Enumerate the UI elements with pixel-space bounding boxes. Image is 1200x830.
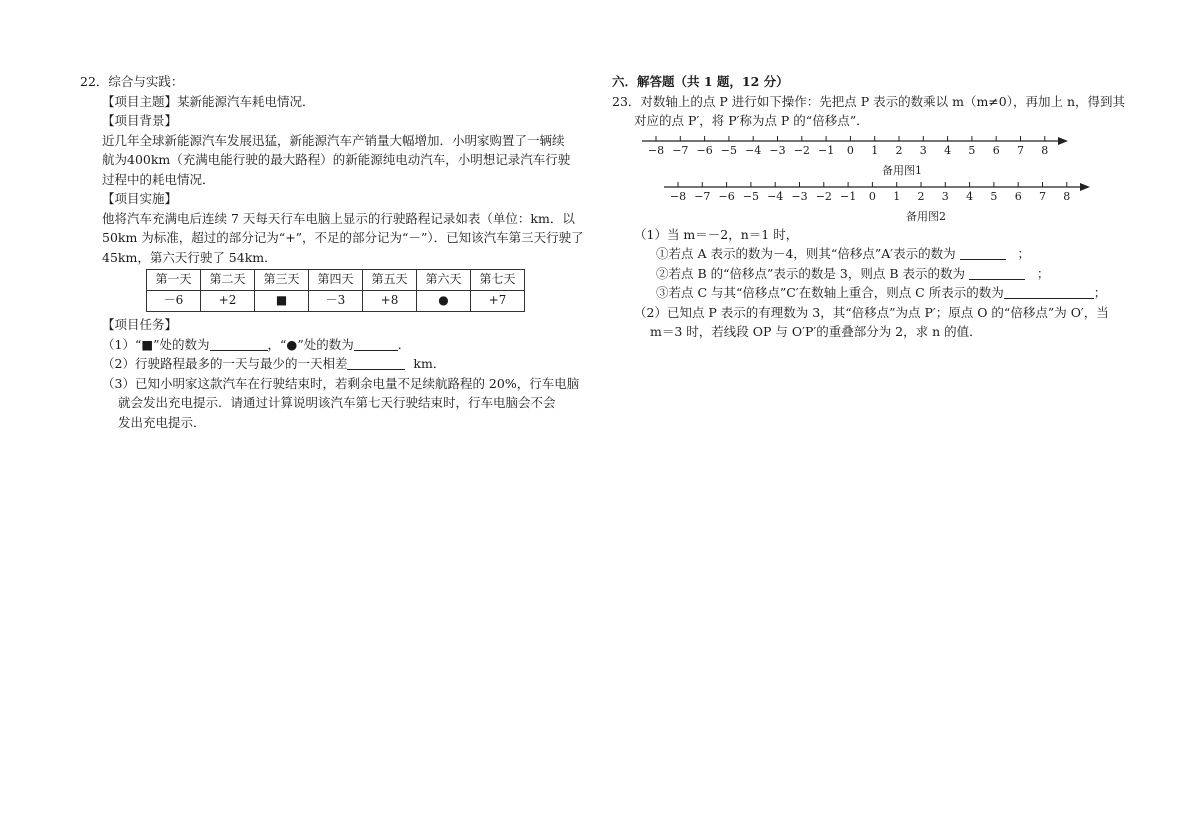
axis-tick-label: 7 [1017,143,1024,157]
task-1-text-c: ． [397,336,411,352]
answer-blank-a-prime[interactable] [960,246,1006,260]
q23-part1-i [612,244,1132,264]
q23-part2-line1: （2）已知点 P 表示的有理数为 3，其“倍移点”为点 P′；原点 O 的“倍移点”为 O′，当 [634,304,1109,320]
mileage-record-table [146,269,525,312]
fig1-caption: 备用图1 [882,163,922,177]
axis-tick-label: −2 [793,143,810,157]
axis-tick-label: −6 [696,143,713,157]
axis-tick-label: −4 [745,143,762,157]
answer-blank-difference[interactable] [347,356,405,370]
axis-tick-label: −5 [742,189,760,203]
axis-tick-label: 0 [846,143,854,157]
q23-line1: 23．对数轴上的点 P 进行如下操作：先把点 P 表示的数乘以 m（m≠0），再加上 n，得到其 [612,93,1126,109]
axis-tick-label: 8 [1041,143,1049,157]
axis-tick-label: −3 [791,189,808,203]
table-header-cell: 第三天 [255,270,309,291]
axis-tick-label: 0 [868,189,876,203]
q23-line2: 对应的点 P′，将 P′称为点 P 的“倍移点”． [634,113,869,128]
q22-impl-line2: 50km 为标准，超过的部分记为“+”，不足的部分记为“－”）．已知该汽车第三天行驶了 [102,230,584,245]
q22-topic-label: 【项目主题】 [102,93,178,109]
fig2-caption: 备用图2 [906,209,946,223]
table-cell: －6 [147,291,201,312]
part1-ii-end: ； [1036,265,1050,281]
q22-bg-line2: 航为400km（充满电能行驶的最大路程）的新能源纯电动汽车，小明想记录汽车行驶 [102,152,571,167]
q22-task-3-line1: （3）已知小明家这款汽车在行驶结束时，若剩余电量不足续航路程的 20%，行车电脑 [102,375,580,391]
axis-tick-label: 1 [893,189,901,203]
axis-arrow [1080,183,1090,191]
q23-part1-head: （1）当 m＝－2，n＝1 时， [634,226,799,242]
table-header-cell: 第五天 [363,270,417,291]
q22-impl-line1: 他将汽车充满电后连续 7 天每天行车电脑上显示的行驶路程记录如表（单位：km．以 [102,210,575,226]
question-23 [612,72,1132,342]
question-22 [80,72,590,432]
answer-blank-dot[interactable] [354,337,398,351]
section-6-heading: 六．解答题（共 1 题，12 分） [612,74,789,89]
q22-task-3-line3: 发出充电提示． [118,414,206,430]
part1-i-end: ； [1017,246,1030,261]
axis-tick-label: 1 [871,143,879,157]
q22-task-3-line2: 就会发出充电提示．请通过计算说明该汽车第七天行驶结束时，行车电脑会不会 [118,395,556,410]
answer-blank-b[interactable] [969,266,1025,280]
axis-tick-label: 7 [1039,189,1046,203]
axis-tick-label: 2 [917,189,925,203]
number-line-1-svg [612,131,1132,177]
table-cell: ● [417,291,471,312]
axis-tick-label: 4 [944,143,952,157]
table-header-cell: 第六天 [417,270,471,291]
table-header-cell: 第一天 [147,270,201,291]
number-line-2-svg [612,177,1132,223]
answer-blank-c[interactable] [1004,285,1094,299]
number-line-fig1 [612,131,1132,177]
q22-impl-label: 【项目实施】 [102,191,178,206]
part1-iii-text: ③若点 C 与其“倍移点”C′在数轴上重合，则点 C 所表示的数为 [656,285,1004,300]
q22-task-2 [80,354,590,374]
part1-i-text: ①若点 A 表示的数为－4，则其“倍移点”A′表示的数为 [656,246,956,261]
table-cell: ■ [255,291,309,312]
axis-tick-label: −7 [694,189,711,203]
axis-tick-label: −6 [718,189,735,203]
axis-tick-label: 5 [990,189,998,203]
axis-tick-label: 8 [1063,189,1071,203]
q22-task-1 [80,335,590,355]
q22-impl-line3: 45km，第六天行驶了 54km． [102,249,277,265]
axis-tick-label: −8 [669,189,687,203]
task-1-text-a: （1）“■”处的数为 [102,336,210,352]
q22-topic [80,92,590,112]
axis-tick-label: 5 [968,143,976,157]
axis-tick-label: −8 [647,143,665,157]
q22-bg-line1: 近几年全球新能源汽车发展迅猛，新能源汽车产销量大幅增加．小明家购置了一辆续 [102,132,565,148]
axis-tick-label: 6 [992,143,1000,157]
table-cell: +7 [471,291,525,312]
axis-tick-label: −2 [815,189,832,203]
axis-tick-label: 3 [941,189,949,203]
q23-part2-line2: m＝3 时，若线段 OP 与 O′P′的重叠部分为 2，求 n 的值． [650,324,982,339]
axis-tick-label: −3 [769,143,786,157]
part1-iii-end: ； [1093,285,1107,300]
axis-tick-label: −7 [672,143,689,157]
table-row [147,291,525,312]
part1-ii-text: ②若点 B 的“倍移点”表示的数是 3，则点 B 表示的数为 [656,265,965,281]
table-cell: +8 [363,291,417,312]
table-header-cell: 第二天 [201,270,255,291]
axis-tick-label: −1 [839,189,857,203]
table-header-cell: 第七天 [471,270,525,291]
q22-title: 22．综合与实践： [80,74,184,89]
axis-tick-label: −5 [720,143,738,157]
axis-arrow [1058,137,1068,145]
axis-tick-label: −1 [817,143,835,157]
q22-task-label: 【项目任务】 [102,317,178,332]
axis-tick-label: 3 [919,143,927,157]
answer-blank-square[interactable] [210,337,268,351]
task-2-text-b: km． [413,356,446,371]
axis-tick-label: −4 [767,189,784,203]
q23-part1-ii [612,264,1132,284]
axis-tick-label: 2 [895,143,903,157]
q22-bg-line3: 过程中的耗电情况． [102,171,215,187]
axis-tick-label: 6 [1014,189,1022,203]
q22-bg-label: 【项目背景】 [102,113,178,128]
table-header-row [147,270,525,291]
table-cell: +2 [201,291,255,312]
task-2-text-a: （2）行驶路程最多的一天与最少的一天相差 [102,356,348,371]
table-cell: －3 [309,291,363,312]
number-line-fig2 [612,177,1132,223]
table-header-cell: 第四天 [309,270,363,291]
q23-part1-iii [612,283,1132,303]
axis-tick-label: 4 [966,189,974,203]
task-1-text-b: ，“●”处的数为 [267,336,354,352]
q22-topic-text: 某新能源汽车耗电情况． [177,93,315,109]
